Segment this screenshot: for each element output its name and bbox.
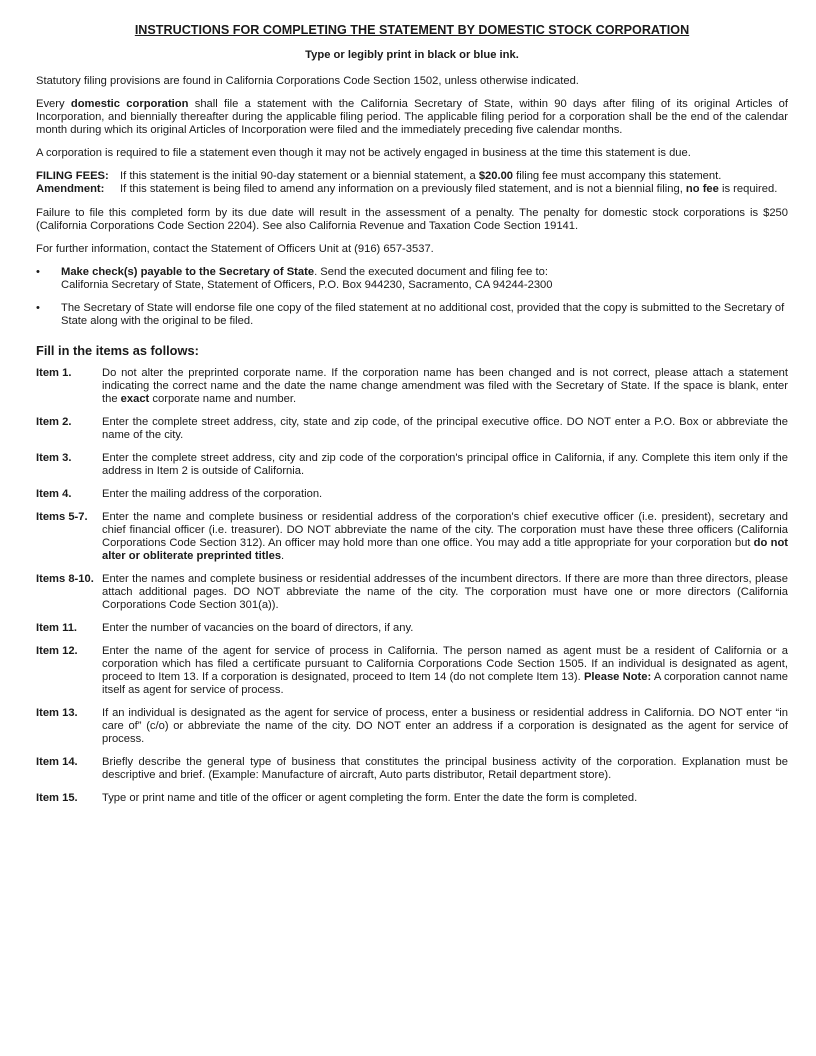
item-label: Item 2. <box>36 416 72 428</box>
item-13 <box>36 707 788 746</box>
item-12 <box>36 645 788 697</box>
filing-fees-text <box>120 170 788 183</box>
item-label: Items 5-7. <box>36 511 88 523</box>
contact-paragraph: For further information, contact the Statement of Officers Unit at (916) 657-3537. <box>36 243 434 255</box>
item-4 <box>36 488 788 501</box>
page-title: INSTRUCTIONS FOR COMPLETING THE STATEMENT BY DOMESTIC STOCK CORPORATION <box>134 23 690 37</box>
instructions-page <box>36 24 788 815</box>
item-text <box>102 511 788 563</box>
statutory-provisions: Statutory filing provisions are found in California Corporations Code Section 1502, unless otherwise indicated. <box>36 75 579 87</box>
item-text: Enter the names and complete business or residential addresses of the incumbent directors. If there are more than three directors, please attach additional pages. DO NOT abbreviate the name of the city. The corporation must have one or more directors (California Corporations Code Section 301(a)). <box>102 573 788 611</box>
text-segment: If this statement is the initial 90-day statement or a biennial statement, a <box>120 170 479 182</box>
amendment-text <box>120 183 788 196</box>
text-segment: corporate name and number. <box>149 393 297 405</box>
item-text: Briefly describe the general type of business that constitutes the principal business activity of the corporation. Explanation must be descriptive and brief. (Example: Manufacture of aircraft, Auto parts distributor, Retail department store). <box>102 756 788 781</box>
text-segment: . Send the executed document and filing fee to: <box>314 266 548 278</box>
text-segment: filing fee must accompany this statement. <box>513 170 722 182</box>
fee-amount: $20.00 <box>478 170 514 182</box>
text-segment: A corporation cannot name itself as agent for service of process. <box>102 671 788 696</box>
exact-emphasis: exact <box>120 393 150 405</box>
item-label: Item 3. <box>36 452 72 464</box>
bullet-payment-text <box>61 266 788 292</box>
penalty-paragraph: Failure to file this completed form by its due date will result in the assessment of a penalty. The penalty for domestic stock corporations is $250 (California Corporations Code Section 2204). See also California Revenue and Taxation Code Section 19141. <box>36 207 788 232</box>
item-3 <box>36 452 788 478</box>
items-5-7 <box>36 511 788 563</box>
bullet-endorse-text: The Secretary of State will endorse file one copy of the filed statement at no additional cost, provided that the copy is submitted to the Secretary of State along with the original to be filed. <box>61 302 785 327</box>
titles-emphasis: do not alter or obliterate preprinted titles <box>102 537 788 562</box>
mailing-address: California Secretary of State, Statement of Officers, P.O. Box 944230, Sacramento, CA 94244-2300 <box>61 279 553 291</box>
item-text <box>102 367 788 406</box>
item-2 <box>36 416 788 442</box>
text-segment: Every <box>36 98 71 110</box>
amendment-row <box>36 183 788 196</box>
filing-requirement-paragraph <box>36 98 788 137</box>
item-label: Item 12. <box>36 645 78 657</box>
text-segment: If this statement is being filed to amend any information on a previously filed statement, and is not a biennial filing, <box>120 183 686 195</box>
bullet-icon: • <box>36 266 40 278</box>
item-text: Enter the complete street address, city, state and zip code, of the principal executive office. DO NOT enter a P.O. Box or abbreviate the name of the city. <box>102 416 788 441</box>
text-segment: . <box>281 550 285 562</box>
item-14 <box>36 756 788 782</box>
bullet-icon: • <box>36 302 40 314</box>
text-segment: Enter the name of the agent for service of process in California. The person named as agent must be a resident of California or a corporation which has filed a certificate pursuant to California Corporations Code Section 1505. If an individual is designated as agent, proceed to Item 13. If a corporation is designated, proceed to Item 14 (do not complete Item 13). <box>102 645 788 683</box>
item-label: Item 11. <box>36 622 78 634</box>
ink-instruction: Type or legibly print in black or blue ink. <box>305 49 519 61</box>
no-fee-emphasis: no fee <box>685 183 719 195</box>
bullet-endorse <box>36 302 788 328</box>
text-segment: Do not alter the preprinted corporate name. If the corporation name has been changed and is not correct, please attach a statement indicating the correct name and the date the name change amendment was filed with the Secretary of State. If the space is blank, enter the <box>102 367 788 405</box>
emphasis-domestic-corporation: domestic corporation <box>70 98 189 110</box>
item-label: Item 4. <box>36 488 72 500</box>
item-text: Type or print name and title of the officer or agent completing the form. Enter the date the form is completed. <box>102 792 638 804</box>
item-text: Enter the mailing address of the corporation. <box>102 488 323 500</box>
bullet-payment <box>36 266 788 292</box>
item-11 <box>36 622 788 635</box>
please-note-emphasis: Please Note: <box>583 671 652 683</box>
item-text: If an individual is designated as the agent for service of process, enter a business or residential address in California. DO NOT enter “in care of” (c/o) or abbreviate the name of the city. DO NOT enter an address if a corporation is designated as the agent for service of process. <box>102 707 788 745</box>
filing-fees-label: FILING FEES: <box>36 170 109 182</box>
item-label: Item 15. <box>36 792 78 804</box>
filing-fees-row <box>36 170 788 183</box>
text-segment: shall file a statement with the California Secretary of State, within 90 days after filing of its original Articles of Incorporation, and biennially thereafter during the applicable filing period. The applicable filing period for a corporation shall be the end of the calendar month during which its original Articles of Incorporation were filed and the immediately preceding five calendar months. <box>36 98 788 136</box>
item-label: Item 1. <box>36 367 72 379</box>
item-label: Item 13. <box>36 707 78 719</box>
fees-block <box>36 170 788 196</box>
payable-emphasis: Make check(s) payable to the Secretary of State <box>61 266 315 278</box>
item-text <box>102 645 788 697</box>
item-label: Items 8-10. <box>36 573 94 585</box>
item-label: Item 14. <box>36 756 78 768</box>
text-segment: is required. <box>718 183 778 195</box>
inactive-business-note: A corporation is required to file a statement even though it may not be actively engaged in business at the time this statement is due. <box>36 147 691 159</box>
text-segment: Enter the name and complete business or residential address of the corporation's chief executive officer (i.e. president), secretary and chief financial officer (i.e. treasurer). DO NOT abbreviate the name of the city. The corporation must have these three officers (California Corporations Code Section 312). An officer may hold more than one office. You may add a title appropriate for your corporation but <box>102 511 788 549</box>
item-text: Enter the number of vacancies on the board of directors, if any. <box>102 622 414 634</box>
items-8-10 <box>36 573 788 612</box>
item-1 <box>36 367 788 406</box>
item-15 <box>36 792 788 805</box>
amendment-label: Amendment: <box>36 183 105 195</box>
item-text: Enter the complete street address, city and zip code of the corporation's principal office in California, if any. Complete this item only if the address in Item 2 is outside of California. <box>102 452 788 477</box>
section-heading: Fill in the items as follows: <box>36 343 199 358</box>
